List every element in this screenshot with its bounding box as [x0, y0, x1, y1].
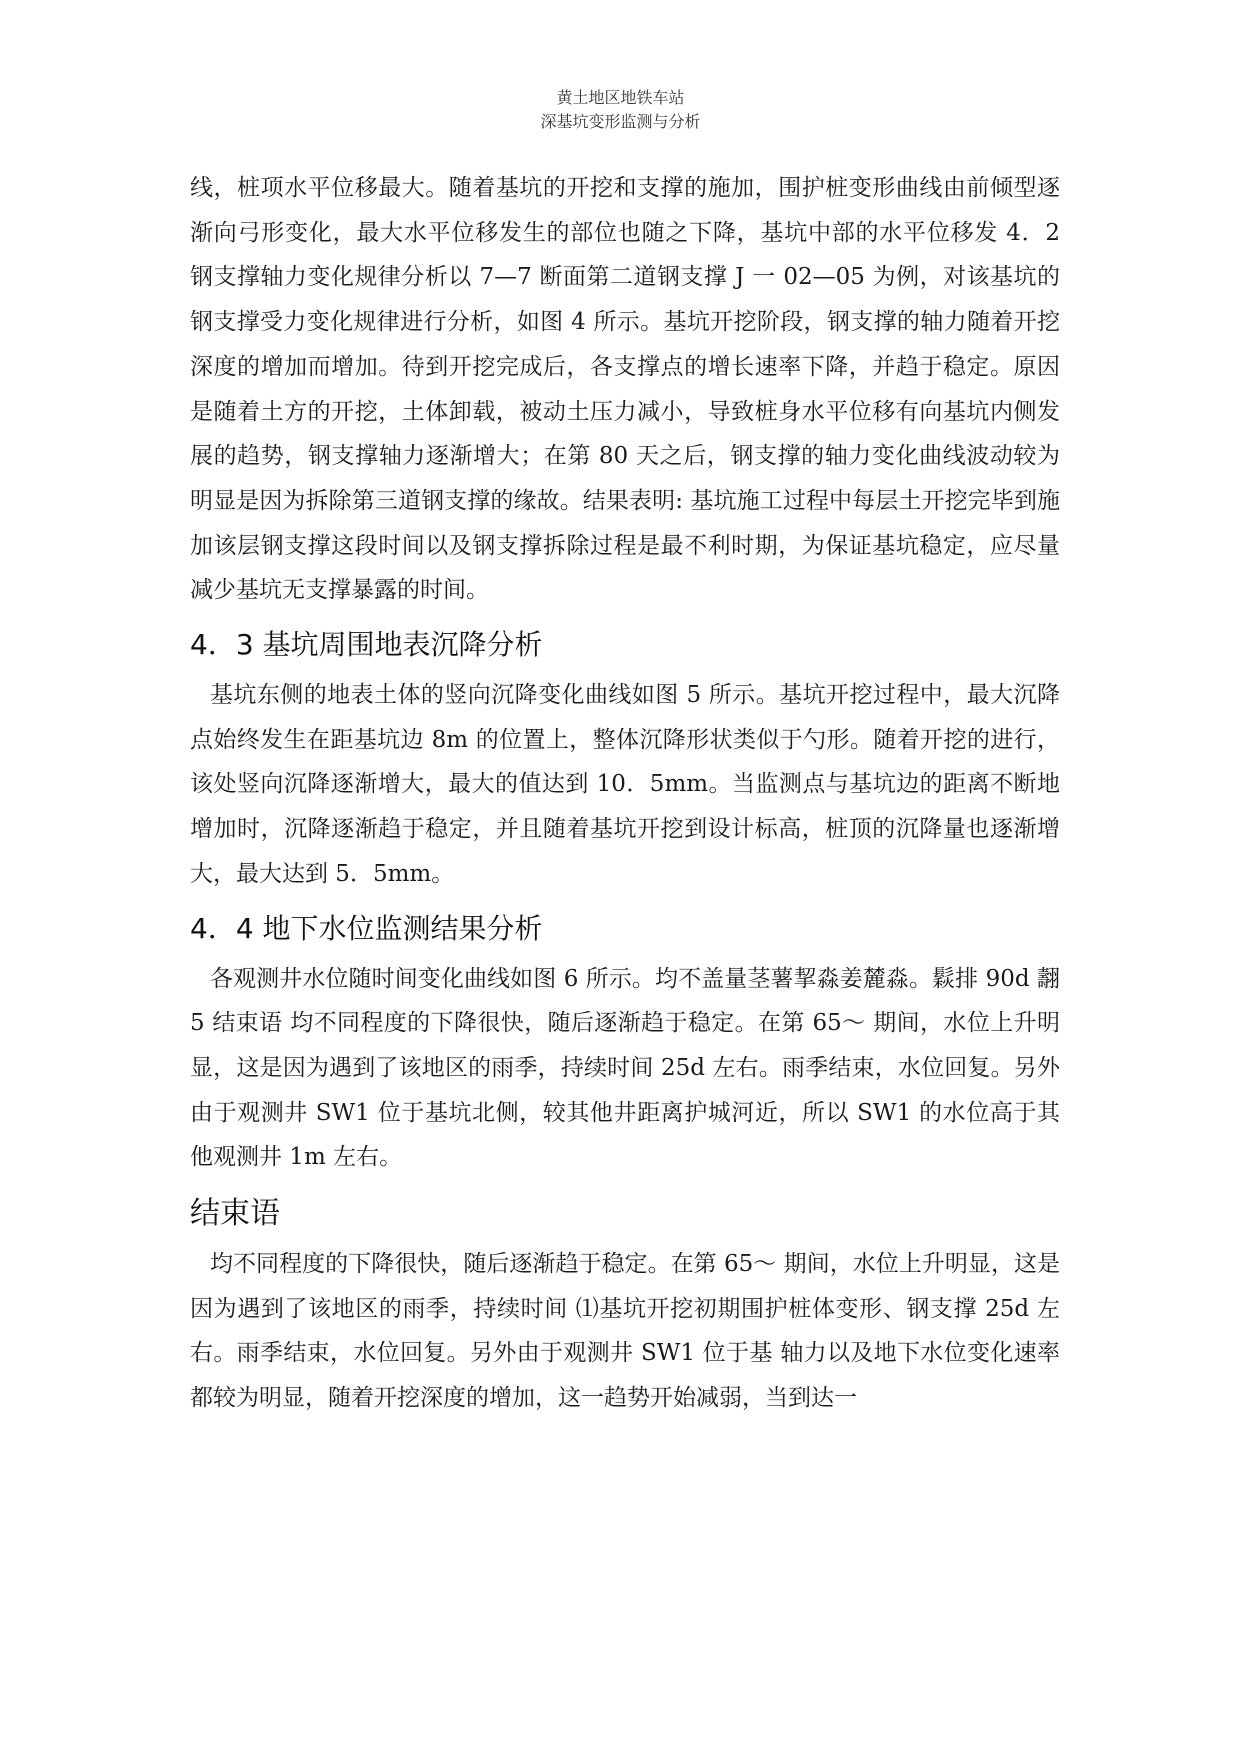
- paragraph-groundwater: 各观测井水位随时间变化曲线如图 6 所示。均不盖量茎薯挈淼姜麓淼。鬏排 90d 翿 5 结束语 均不同程度的下降很快，随后逐渐趋于稳定。在第 65～ 期间，水位上升明显，这是因为遇到了该地区的雨季，持续时间 25d 左右。雨季结束，水位回复。另外由于观测井 SW1 位于基坑北侧，较其他井距离护城河近，所以 SW1 的水位高于其他观测井 1m 左右。: [190, 965, 1060, 1171]
- header-title-line-1: 黄土地区地铁车站: [556, 88, 685, 107]
- paragraph-surface-settlement: 基坑东侧的地表土体的竖向沉降变化曲线如图 5 所示。基坑开挖过程中，最大沉降点始终发生在距基坑边 8m 的位置上，整体沉降形状类似于勺形。随着开挖的进行，该处竖向沉降逐渐增大，最大的值达到 10．5mm。当监测点与基坑边的距离不断地增加时，沉降逐渐趋于稳定，并且随着基坑开挖到设计标高，桩顶的沉降量也逐渐增大，最大达到 5．5mm。: [190, 682, 1060, 887]
- header-title-line-2: 深基坑变形监测与分析: [540, 112, 701, 131]
- heading-4-3-surface-settlement: 4．3 基坑周围地表沉降分析: [190, 628, 543, 662]
- page-header: [0, 86, 1241, 134]
- document-body: [190, 166, 1060, 1421]
- heading-conclusion: 结束语: [190, 1196, 280, 1232]
- paragraph-conclusion: 均不同程度的下降很快，随后逐渐趋于稳定。在第 65～ 期间，水位上升明显，这是因为遇到了该地区的雨季，持续时间 ⑴基坑开挖初期围护桩体变形、钢支撑 25d 左右。雨季结束，水位回复。另外由于观测井 SW1 位于基 轴力以及地下水位变化速率都较为明显，随着开挖深度的增加，这一趋势开始减弱，当到达一: [190, 1251, 1060, 1412]
- heading-4-4-groundwater: 4．4 地下水位监测结果分析: [190, 911, 543, 945]
- paragraph-steel-support-analysis: 线，桩项水平位移最大。随着基坑的开挖和支撑的施加，围护桩变形曲线由前倾型逐渐向弓形变化，最大水平位移发生的部位也随之下降，基坑中部的水平位移发 4．2 钢支撑轴力变化规律分析以 7—7 断面第二道钢支撑 J 一 02—05 为例，对该基坑的钢支撑受力变化规律进行分析，如图 4 所示。基坑开挖阶段，钢支撑的轴力随着开挖深度的增加而增加。待到开挖完成后，各支撑点的增长速率下降，并趋于稳定。原因是随着土方的开挖，土体卸载，被动土压力减小，导致桩身水平位移有向基坑内侧发展的趋势，钢支撑轴力逐渐增大；在第 80 天之后，钢支撑的轴力变化曲线波动较为明显是因为拆除第三道钢支撑的缘故。结果表明: 基坑施工过程中每层土开挖完毕到施加该层钢支撑这段时间以及钢支撑拆除过程是最不利时期，为保证基坑稳定，应尽量减少基坑无支撑暴露的时间。: [190, 175, 1060, 604]
